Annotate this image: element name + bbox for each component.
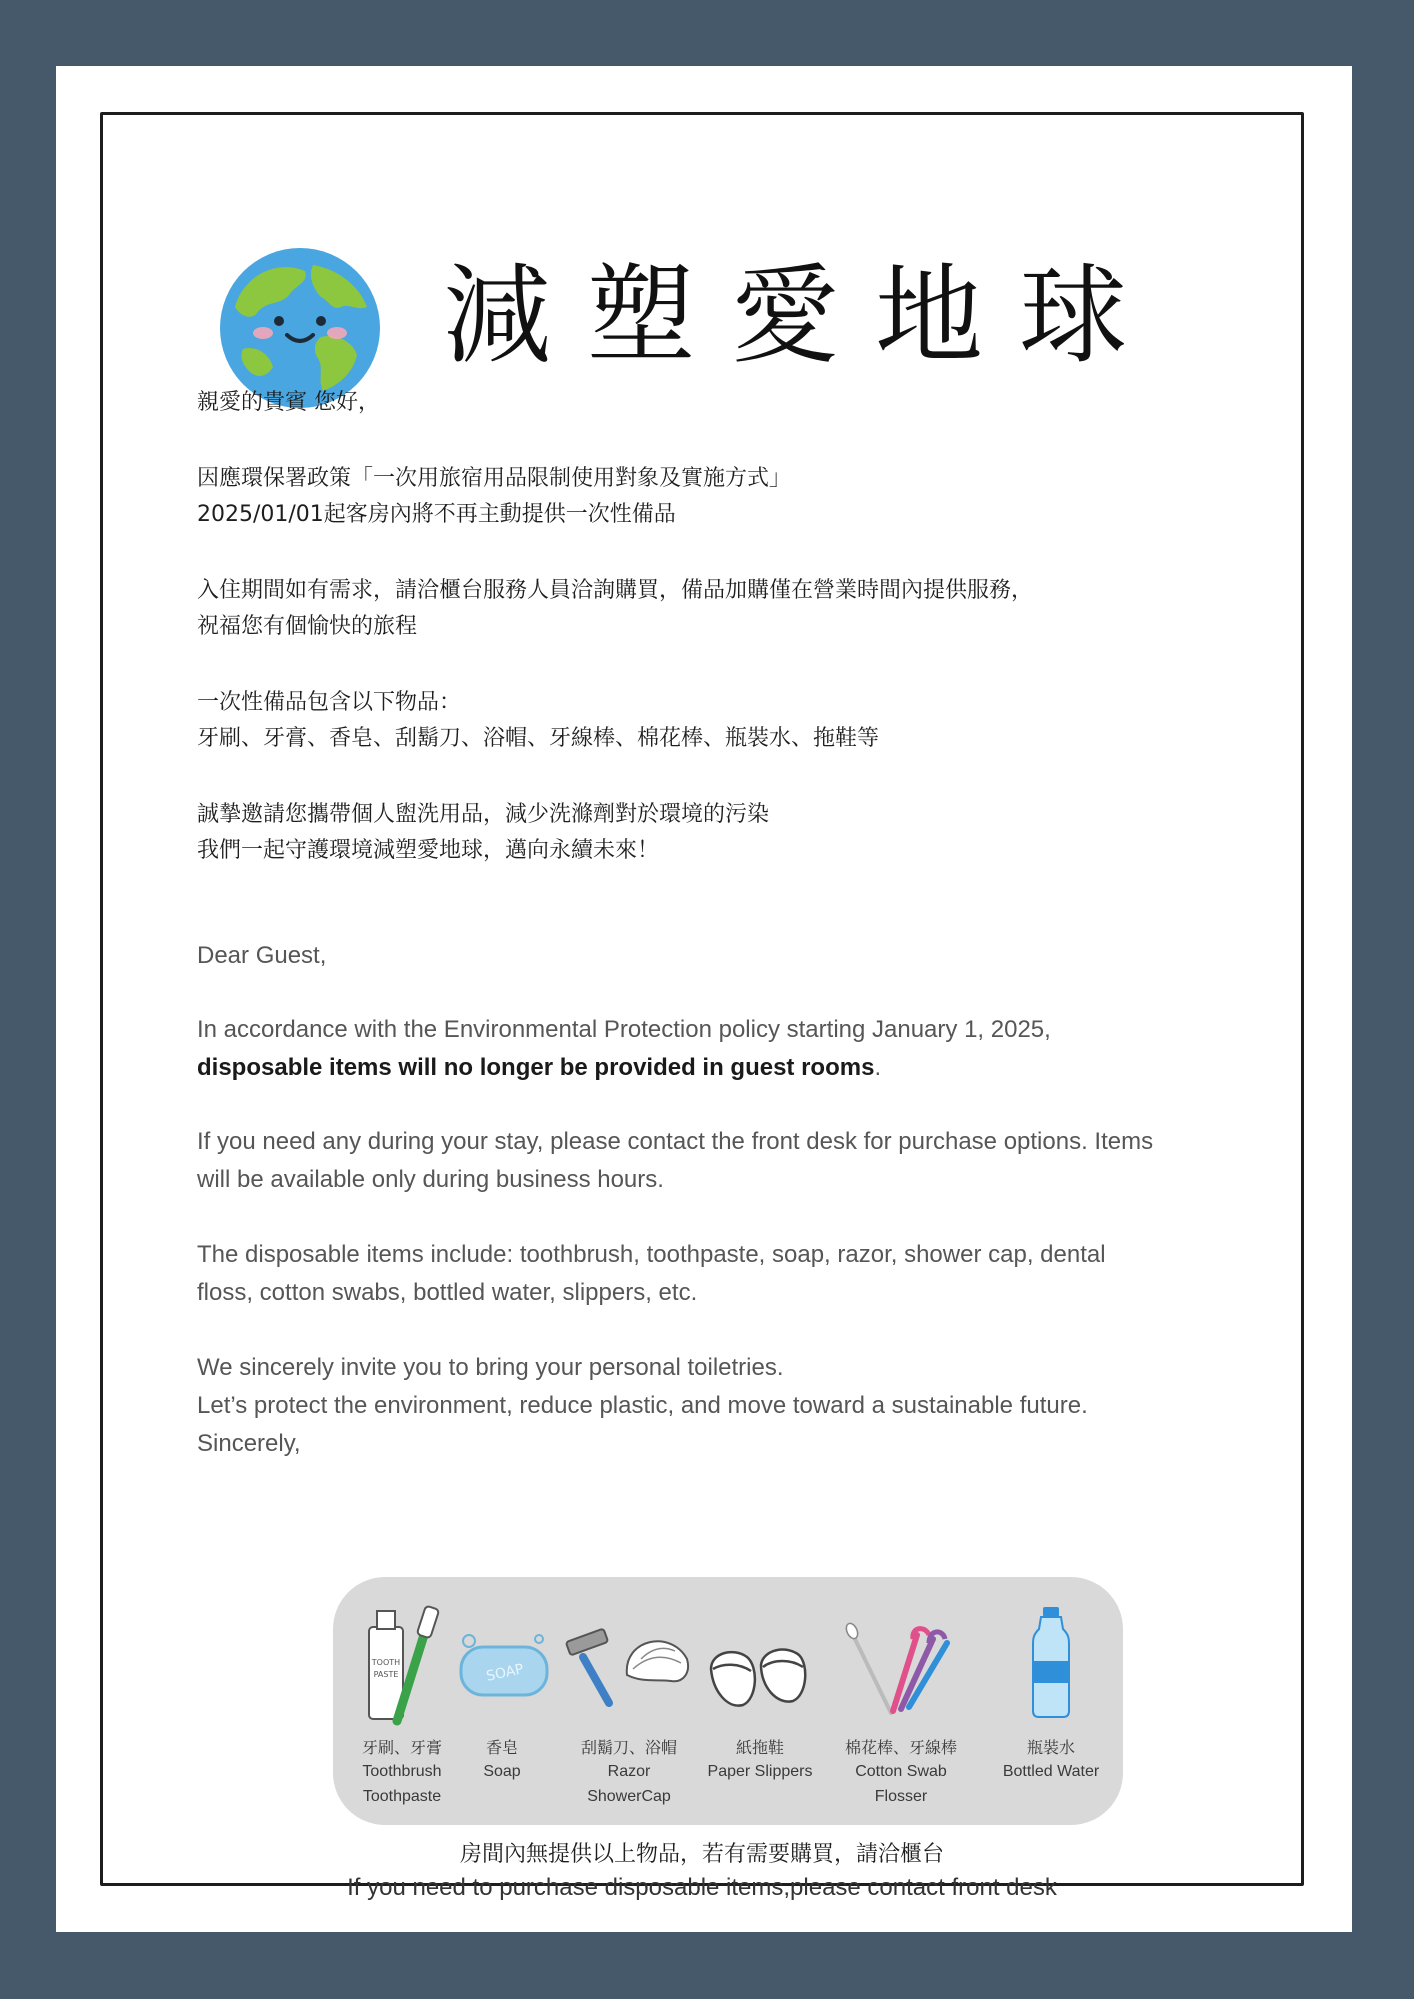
svg-text:SOAP: SOAP	[484, 1661, 526, 1685]
item-label-zh: 牙刷、牙膏	[361, 1738, 442, 1757]
item-paper-slippers	[699, 1577, 821, 1825]
item-label-zh: 棉花棒、牙線棒	[844, 1738, 957, 1757]
notice-frame	[100, 112, 1304, 1901]
zh-request-line-2: 祝福您有個愉快的旅程	[197, 614, 418, 639]
slippers-icon	[699, 1599, 821, 1729]
item-cotton-swab-flosser	[833, 1577, 969, 1825]
item-label-en: Bottled Water	[1002, 1763, 1100, 1780]
item-label-en: Razor ShowerCap	[587, 1763, 671, 1805]
item-label-zh: 香皂	[485, 1738, 518, 1757]
footer-note-en: If you need to purchase disposable items,please contact front desk	[347, 1874, 1057, 1901]
en-policy-line-2	[197, 1049, 881, 1087]
en-items-line-2: floss, cotton swabs, bottled water, slippers, etc.	[197, 1279, 698, 1306]
cotton-swab-flosser-icon	[833, 1599, 969, 1729]
zh-request-line-1: 入住期間如有需求，請洽櫃台服務人員洽詢購買，備品加購僅在營業時間內提供服務，	[197, 578, 1034, 603]
svg-text:TOOTH: TOOTH	[371, 1658, 401, 1667]
en-policy-bold: disposable items will no longer be provided in guest rooms	[197, 1054, 875, 1081]
page-title: 減塑愛地球	[443, 254, 1164, 379]
item-label-en: Paper Slippers	[707, 1763, 813, 1780]
en-request-line-2: will be available only during business hours.	[197, 1166, 664, 1193]
en-request-line-1: If you need any during your stay, please contact the front desk for purchase options. Items	[197, 1128, 1154, 1155]
item-label-en: Cotton Swab Flosser	[855, 1763, 947, 1805]
zh-invite-line-1: 誠摯邀請您攜帶個人盥洗用品，減少洗滌劑對於環境的污染	[197, 802, 770, 827]
zh-invite-line-2: 我們一起守護環境減塑愛地球，邁向永續未來！	[197, 838, 660, 863]
item-label-en: Toothbrush Toothpaste	[362, 1763, 442, 1805]
razor-showercap-icon	[561, 1599, 697, 1729]
zh-items-line-2: 牙刷、牙膏、香皂、刮鬍刀、浴帽、牙線棒、棉花棒、瓶裝水、拖鞋等	[197, 726, 880, 751]
item-label-zh: 刮鬍刀、浴帽	[580, 1738, 677, 1757]
notice-paper	[56, 66, 1352, 1932]
en-greeting: Dear Guest,	[197, 942, 327, 969]
svg-text:PASTE: PASTE	[373, 1670, 399, 1679]
soap-icon	[447, 1599, 557, 1729]
en-policy-line-1: In accordance with the Environmental Protection policy starting January 1, 2025,	[197, 1016, 1051, 1043]
en-invite-line-1: We sincerely invite you to bring your personal toiletries.	[197, 1354, 784, 1381]
item-label-zh: 紙拖鞋	[735, 1738, 784, 1757]
zh-greeting: 親愛的貴賓 您好，	[197, 390, 380, 415]
en-invite-line-2: Let’s protect the environment, reduce plastic, and move toward a sustainable future.	[197, 1392, 1088, 1419]
disposable-items-panel	[333, 1577, 1123, 1825]
zh-policy-line-2: 2025/01/01起客房內將不再主動提供一次性備品	[197, 502, 676, 527]
en-items-line-1: The disposable items include: toothbrush, toothpaste, soap, razor, shower cap, dental	[197, 1241, 1106, 1268]
footer-note-zh: 房間內無提供以上物品，若有需要購買，請洽櫃台	[459, 1842, 944, 1867]
item-label-en: Soap	[483, 1763, 521, 1780]
en-sign-off: Sincerely,	[197, 1430, 301, 1457]
item-soap	[447, 1577, 557, 1825]
item-label-zh: 瓶裝水	[1026, 1738, 1075, 1757]
zh-policy-line-1: 因應環保署政策「一次用旅宿用品限制使用對象及實施方式」	[197, 466, 792, 491]
en-policy-period: .	[874, 1054, 882, 1081]
zh-items-line-1: 一次性備品包含以下物品：	[197, 690, 462, 715]
item-bottled-water	[983, 1577, 1119, 1825]
item-razor-showercap	[561, 1577, 697, 1825]
bottled-water-icon	[983, 1599, 1119, 1729]
